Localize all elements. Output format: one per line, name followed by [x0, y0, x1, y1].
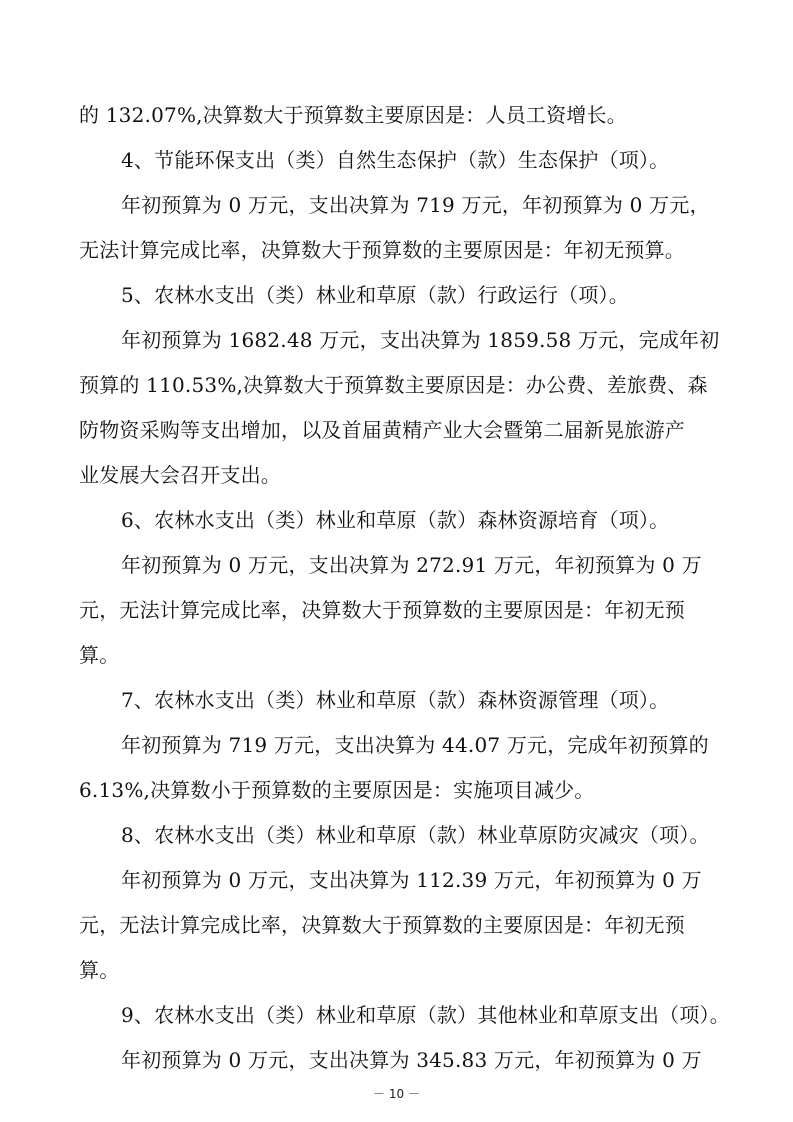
paragraph-line: 元，无法计算完成比率，决算数大于预算数的主要原因是：年初无预 [79, 913, 685, 937]
paragraph-line: 业发展大会召开支出。 [79, 463, 281, 487]
paragraph-line: 年初预算为 0 万元，支出决算为 112.39 万元，年初预算为 0 万 [121, 868, 702, 892]
paragraph-line: 无法计算完成比率，决算数大于预算数的主要原因是：年初无预算。 [79, 238, 685, 262]
paragraph-line: 预算的 110.53%,决算数大于预算数主要原因是：办公费、差旅费、森 [79, 373, 708, 397]
section-heading-4: 4、节能环保支出（类）自然生态保护（款）生态保护（项）。 [121, 148, 670, 172]
section-heading-6: 6、农林水支出（类）林业和草原（款）森林资源培育（项）。 [121, 508, 670, 532]
paragraph-line: 年初预算为 0 万元，支出决算为 272.91 万元，年初预算为 0 万 [121, 553, 702, 577]
paragraph-line: 防物资采购等支出增加，以及首届黄精产业大会暨第二届新晃旅游产 [79, 418, 685, 442]
paragraph-line: 6.13%,决算数小于预算数的主要原因是：实施项目减少。 [79, 778, 595, 802]
section-heading-7: 7、农林水支出（类）林业和草原（款）森林资源管理（项）。 [121, 688, 670, 712]
paragraph-line: 元，无法计算完成比率，决算数大于预算数的主要原因是：年初无预 [79, 598, 685, 622]
paragraph-line: 年初预算为 1682.48 万元，支出决算为 1859.58 万元，完成年初 [121, 328, 720, 352]
paragraph-line: 算。 [79, 643, 120, 667]
section-heading-9: 9、农林水支出（类）林业和草原（款）其他林业和草原支出（项）。 [121, 1003, 730, 1027]
paragraph-line: 的 132.07%,决算数大于预算数主要原因是：人员工资增长。 [79, 103, 627, 127]
page-number: － 10 － [373, 1087, 420, 1101]
section-heading-8: 8、农林水支出（类）林业和草原（款）林业草原防灾减灾（项）。 [121, 823, 710, 847]
paragraph-line: 算。 [79, 958, 120, 982]
paragraph-line: 年初预算为 0 万元，支出决算为 719 万元，年初预算为 0 万元， [121, 193, 710, 217]
section-heading-5: 5、农林水支出（类）林业和草原（款）行政运行（项）。 [121, 283, 629, 307]
paragraph-line: 年初预算为 719 万元，支出决算为 44.07 万元，完成年初预算的 [121, 733, 709, 757]
paragraph-line: 年初预算为 0 万元，支出决算为 345.83 万元，年初预算为 0 万 [121, 1048, 702, 1072]
